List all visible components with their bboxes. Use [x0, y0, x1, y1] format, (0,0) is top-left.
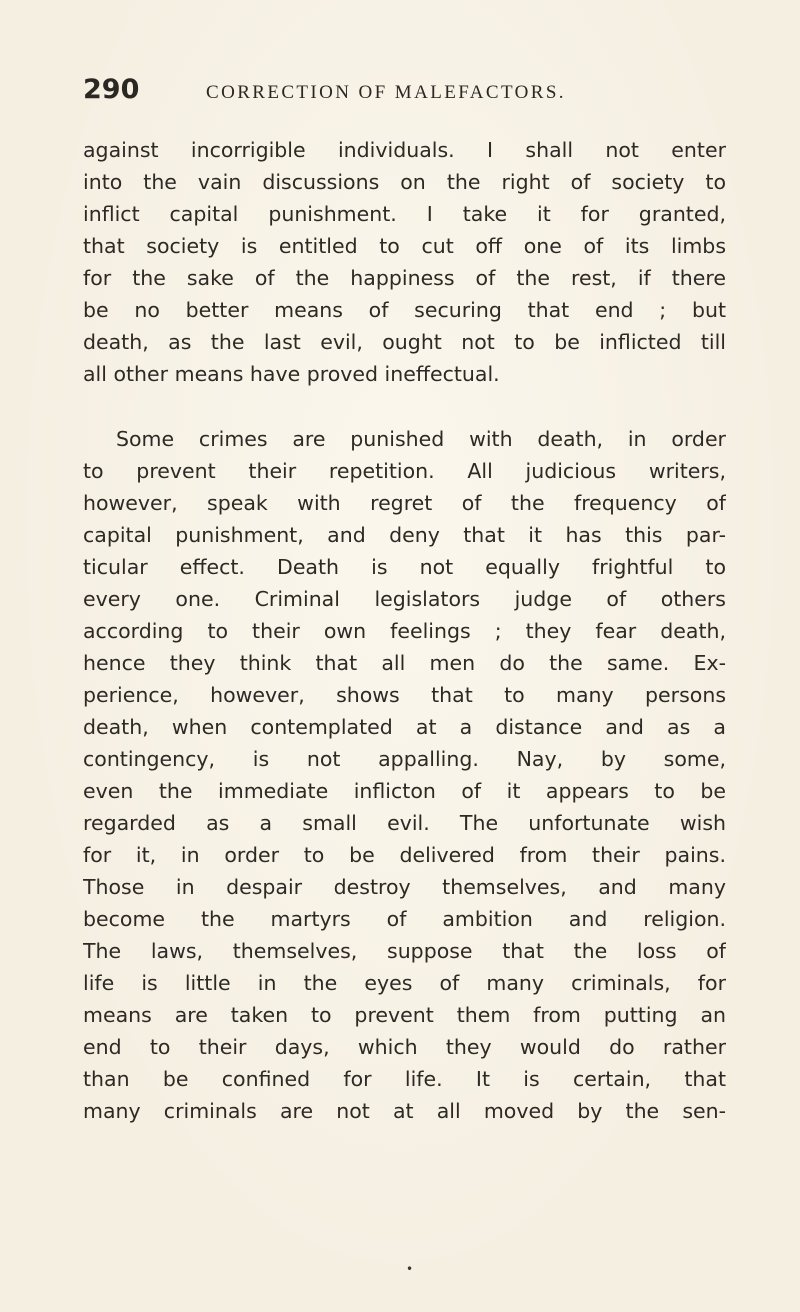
paragraph-1 — [83, 134, 726, 390]
text-line: capital punishment, and deny that it has this par- — [83, 523, 726, 547]
text-line: become the martyrs of ambition and religion. — [83, 907, 726, 931]
text-line: perience, however, shows that to many persons — [83, 683, 726, 707]
text-line: end to their days, which they would do rather — [83, 1035, 726, 1059]
text-line: according to their own feelings ; they fear death, — [83, 619, 726, 643]
text-line: hence they think that all men do the same. Ex- — [83, 651, 726, 675]
text-line: life is little in the eyes of many criminals, for — [83, 971, 726, 995]
running-head: CORRECTION OF MALEFACTORS. — [206, 82, 566, 103]
text-line: many criminals are not at all moved by the sen- — [83, 1099, 726, 1123]
text-line: even the immediate inflicton of it appears to be — [83, 779, 726, 803]
text-line: regarded as a small evil. The unfortunate wish — [83, 811, 726, 835]
text-line: to prevent their repetition. All judicious writers, — [83, 459, 726, 483]
page-number: 290 — [83, 74, 140, 105]
text-line: all other means have proved ineffectual. — [83, 362, 500, 386]
text-line: Some crimes are punished with death, in order — [116, 427, 726, 451]
text-line: every one. Criminal legislators judge of others — [83, 587, 726, 611]
text-line: means are taken to prevent them from putting an — [83, 1003, 726, 1027]
text-line: Those in despair destroy themselves, and many — [83, 875, 726, 899]
text-line: The laws, themselves, suppose that the loss of — [83, 939, 726, 963]
text-line: ticular effect. Death is not equally frightful to — [83, 555, 726, 579]
page-header — [83, 74, 723, 114]
text-line: contingency, is not appalling. Nay, by some, — [83, 747, 726, 771]
text-line: for the sake of the happiness of the rest, if there — [83, 266, 726, 290]
footer-mark: • — [406, 1262, 414, 1276]
text-line: into the vain discussions on the right of society to — [83, 170, 726, 194]
text-line: against incorrigible individuals. I shall not enter — [83, 138, 726, 162]
text-line: than be confined for life. It is certain, that — [83, 1067, 726, 1091]
text-line: death, when contemplated at a distance and as a — [83, 715, 726, 739]
text-line: however, speak with regret of the frequency of — [83, 491, 726, 515]
text-line: inflict capital punishment. I take it for granted, — [83, 202, 726, 226]
text-line: for it, in order to be delivered from their pains. — [83, 843, 726, 867]
text-line: death, as the last evil, ought not to be inflicted till — [83, 330, 726, 354]
text-line: be no better means of securing that end ; but — [83, 298, 726, 322]
text-line: that society is entitled to cut off one of its limbs — [83, 234, 726, 258]
paragraph-2 — [83, 423, 726, 1127]
